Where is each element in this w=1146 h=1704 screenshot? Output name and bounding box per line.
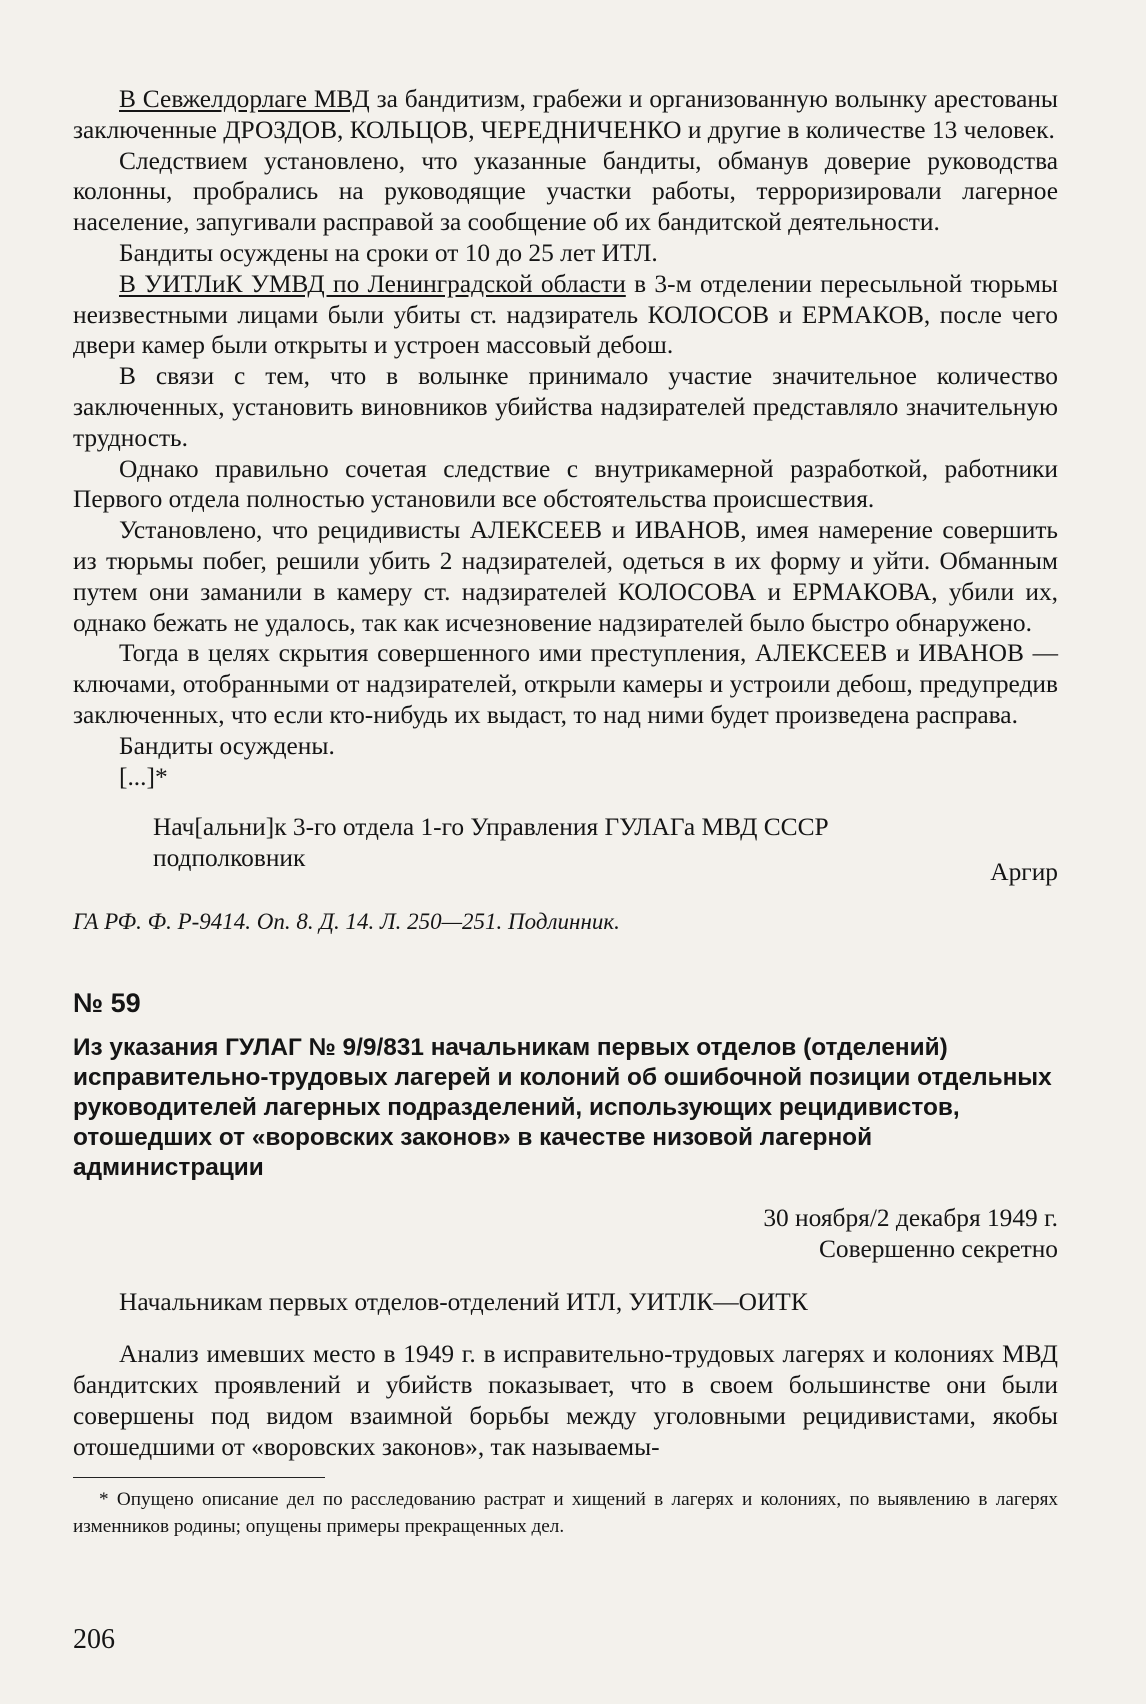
omission-mark: [...]*: [119, 762, 168, 791]
paragraph-first-department: Однако правильно сочетая следствие с внутрикамерной разработкой, работники Первого отдела полностью установили все обстоятельства происшествия.: [73, 454, 1058, 514]
signature-block: [73, 812, 1058, 887]
signature-rank: подполковник: [153, 844, 306, 873]
paragraph-sevzheldorlag: [73, 84, 1058, 146]
paragraph-concealment: Тогда в целях скрытия совершенного ими преступления, АЛЕКСЕЕВ и ИВАНОВ — ключами, отобранными от надзирателей, открыли камеры и устроили дебош, предупредив заключенных, что если кто-нибудь их выдаст, то над ними будет произведена расправа.: [73, 639, 1058, 729]
page-number: 206: [73, 1624, 115, 1655]
paragraph-established: Установлено, что рецидивисты АЛЕКСЕЕВ и ИВАНОВ, имея намерение совершить из тюрьмы побег, решили убить 2 надзирателей, одеться в их форму и уйти. Обманным путем они заманили в камеру ст. надзирателей КОЛОСОВА и ЕРМАКОВА, убили их, однако бежать не удалось, так как исчезновение надзирателей было быстро обнаружено.: [73, 516, 1058, 637]
paragraph-leningrad: [73, 269, 1058, 361]
document-title: Из указания ГУЛАГ № 9/9/831 начальникам первых отделов (отделений) исправительно-трудовых лагерей и колоний об ошибочной позиции отдельных руководителей лагерных подразделений, использующих рецидивистов, отошедших от «воровских законов» в качестве низовой лагерной администрации: [73, 1033, 1052, 1181]
paragraph-sentence-1: Бандиты осуждены на сроки от 10 до 25 лет ИТЛ.: [119, 238, 658, 267]
footnote-divider: [73, 1477, 325, 1478]
paragraph-investigation: Следствием установлено, что указанные бандиты, обманув доверие руководства колонны, пробрались на руководящие участки работы, терроризировали лагерное население, запугивали расправой за сообщение об их бандитской деятельности.: [73, 146, 1058, 237]
page-body: [73, 84, 1058, 1540]
signature-name: Аргир: [990, 858, 1058, 887]
addressee: Начальникам первых отделов-отделений ИТЛ, УИТЛК—ОИТК: [119, 1287, 808, 1316]
document-body: Анализ имевших место в 1949 г. в исправительно-трудовых лагерях и колониях МВД бандитских проявлений и убийств показывает, что в своем большинстве они были совершены под видом взаимной борьбы между уголовными рецидивистами, якобы отошедшими от «воровских законов», так называемы-: [73, 1340, 1058, 1461]
footnote: * Опущено описание дел по расследованию растрат и хищений в лагерях и колониях, по выявлению в лагерях изменников родины; опущены примеры прекращенных дел.: [73, 1488, 1058, 1537]
paragraph-sentence-2: Бандиты осуждены.: [119, 731, 335, 760]
document-number: № 59: [73, 987, 141, 1018]
archive-source: ГА РФ. Ф. Р-9414. Оп. 8. Д. 14. Л. 250—251. Подлинник.: [73, 908, 620, 934]
paragraph-text: в 3-м отделении пересыльной тюрьмы неизвестными лицами были убиты ст. надзиратель КОЛОСОВ и ЕРМАКОВ, после чего двери камер были открыты и устроен массовый дебош.: [73, 269, 1058, 360]
paragraph-difficulty: В связи с тем, что в волынке принимало участие значительное количество заключенных, установить виновников убийства надзирателей представляло значительную трудность.: [73, 362, 1058, 452]
camp-name-underlined: В УИТЛиК УМВД по Ленинградской области: [119, 269, 626, 298]
document-date: 30 ноября/2 декабря 1949 г.: [763, 1203, 1058, 1232]
signature-position: Нач[альни]к 3-го отдела 1-го Управления ГУЛАГа МВД СССР: [153, 813, 829, 842]
paragraph-text: за бандитизм, грабежи и организованную волынку арестованы заключенные ДРОЗДОВ, КОЛЬЦОВ, ЧЕРЕДНИЧЕНКО и другие в количестве 13 человек.: [73, 85, 1058, 144]
classification-mark: Совершенно секретно: [818, 1234, 1058, 1263]
camp-name-underlined: В Севжелдорлаге МВД: [119, 85, 370, 113]
